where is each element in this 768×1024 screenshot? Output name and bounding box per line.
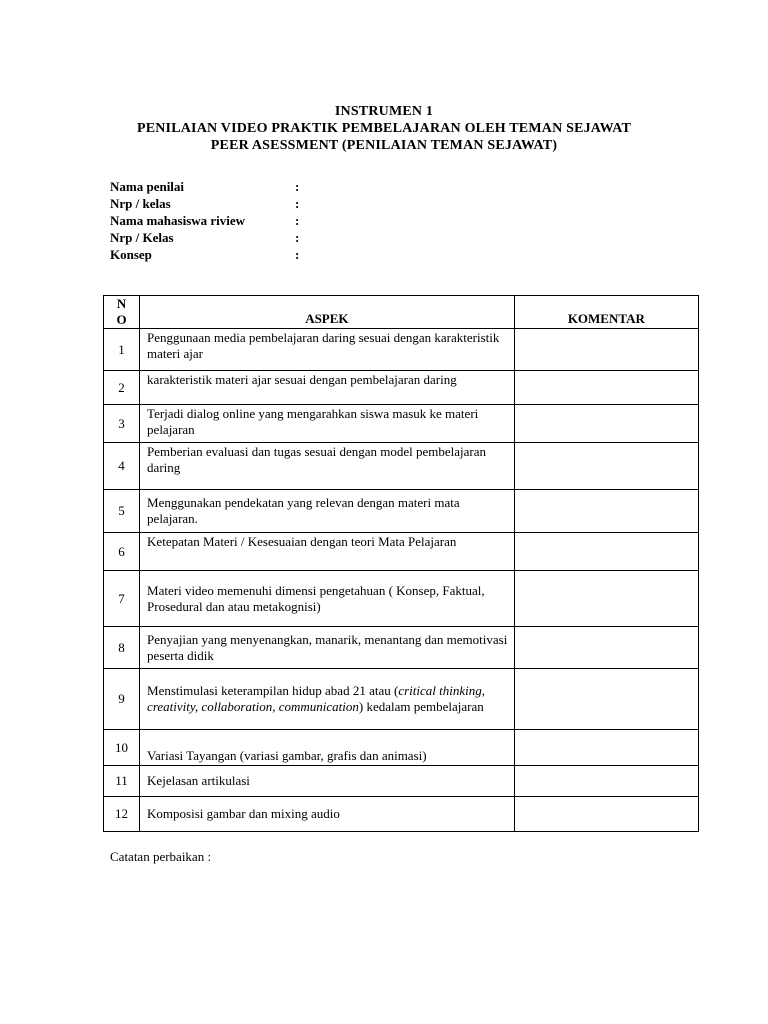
document-title <box>0 103 768 154</box>
row-aspek: Terjadi dialog online yang mengarahkan siswa masuk ke materi pelajaran <box>140 405 515 443</box>
catatan-perbaikan: Catatan perbaikan : <box>110 849 212 864</box>
table-header-row <box>104 296 699 329</box>
row-komentar-cell[interactable] <box>514 669 698 730</box>
table-row <box>104 329 699 371</box>
identity-colon: : <box>295 247 300 262</box>
title-line-3: PEER ASESSMENT (PENILAIAN TEMAN SEJAWAT) <box>210 138 558 153</box>
table-row <box>104 627 699 669</box>
row-number: 6 <box>104 533 140 571</box>
row-aspek: Variasi Tayangan (variasi gambar, grafis dan animasi) <box>140 730 515 766</box>
title-line-2: PENILAIAN VIDEO PRAKTIK PEMBELAJARAN OLEH TEMAN SEJAWAT <box>136 121 632 136</box>
row-number: 2 <box>104 371 140 405</box>
row-komentar-cell[interactable] <box>514 405 698 443</box>
row-number: 3 <box>104 405 140 443</box>
header-no-top: N <box>116 296 127 311</box>
row-number: 1 <box>104 329 140 371</box>
table-row <box>104 405 699 443</box>
row-aspek: Komposisi gambar dan mixing audio <box>140 797 515 832</box>
row-komentar-cell[interactable] <box>514 533 698 571</box>
table-row <box>104 371 699 405</box>
row-komentar-cell[interactable] <box>514 627 698 669</box>
row-komentar-cell[interactable] <box>514 371 698 405</box>
assessment-table <box>103 295 699 832</box>
row-number: 9 <box>104 669 140 730</box>
row-aspek-text: Menstimulasi keterampilan hidup abad 21 atau ( <box>147 683 399 698</box>
header-aspek: ASPEK <box>140 296 515 329</box>
row-aspek: Menggunakan pendekatan yang relevan dengan materi mata pelajaran. <box>140 490 515 533</box>
row-komentar-cell[interactable] <box>514 730 698 766</box>
row-komentar-cell[interactable] <box>514 797 698 832</box>
row-komentar-cell[interactable] <box>514 766 698 797</box>
row-aspek: Kejelasan artikulasi <box>140 766 515 797</box>
table-row <box>104 730 699 766</box>
row-komentar-cell[interactable] <box>514 443 698 490</box>
row-number: 12 <box>104 797 140 832</box>
row-aspek: karakteristik materi ajar sesuai dengan pembelajaran daring <box>140 371 515 405</box>
table-row <box>104 443 699 490</box>
row-number: 11 <box>104 766 140 797</box>
identity-label: Nrp / Kelas <box>110 230 174 245</box>
identity-colon: : <box>295 230 300 245</box>
identity-label: Konsep <box>110 247 152 262</box>
row-komentar-cell[interactable] <box>514 329 698 371</box>
header-komentar: KOMENTAR <box>514 296 698 329</box>
identity-colon: : <box>295 196 300 211</box>
row-number: 10 <box>104 730 140 766</box>
row-komentar-cell[interactable] <box>514 490 698 533</box>
identity-label: Nrp / kelas <box>110 196 171 211</box>
row-number: 8 <box>104 627 140 669</box>
row-aspek: Penyajian yang menyenangkan, manarik, menantang dan memotivasi peserta didik <box>140 627 515 669</box>
row-number: 4 <box>104 443 140 490</box>
identity-colon: : <box>295 179 300 194</box>
title-line-1: INSTRUMEN 1 <box>334 104 434 119</box>
table-row <box>104 490 699 533</box>
row-number: 7 <box>104 571 140 627</box>
table-row <box>104 533 699 571</box>
header-no-bottom: O <box>116 312 127 327</box>
identity-colon: : <box>295 213 300 228</box>
row-aspek-italic: critical thinking, creativity, collaboration, communication <box>147 683 485 714</box>
row-komentar-cell[interactable] <box>514 571 698 627</box>
identity-label: Nama mahasiswa riview <box>110 213 246 228</box>
identity-label: Nama penilai <box>110 179 185 194</box>
row-aspek: Ketepatan Materi / Kesesuaian dengan teori Mata Pelajaran <box>140 533 515 571</box>
header-no <box>104 296 140 329</box>
row-aspek: Pemberian evaluasi dan tugas sesuai dengan model pembelajaran daring <box>140 443 515 490</box>
table-row <box>104 797 699 832</box>
table-row <box>104 766 699 797</box>
table-row <box>104 571 699 627</box>
row-aspek <box>140 669 515 730</box>
row-aspek: Materi video memenuhi dimensi pengetahuan ( Konsep, Faktual, Prosedural dan atau metakognisi) <box>140 571 515 627</box>
table-row <box>104 669 699 730</box>
row-number: 5 <box>104 490 140 533</box>
row-aspek: Penggunaan media pembelajaran daring sesuai dengan karakteristik materi ajar <box>140 329 515 371</box>
row-aspek-text-end: ) kedalam pembelajaran <box>358 699 484 714</box>
